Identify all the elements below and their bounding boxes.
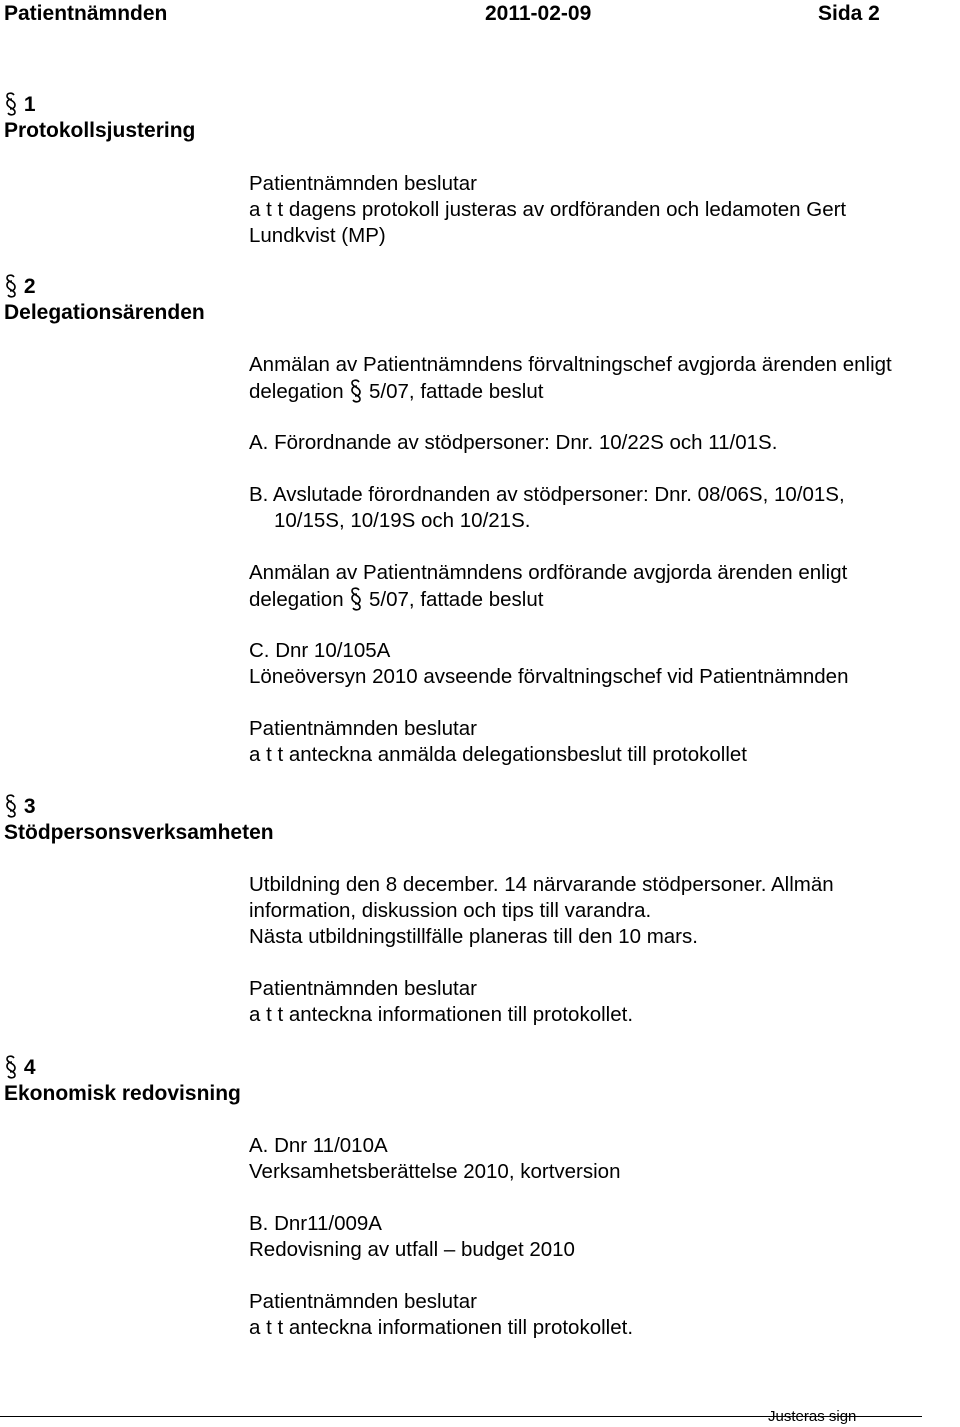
s3-decision-line2: a t t anteckna informationen till protokollet. — [249, 1003, 634, 1026]
header-page: Sida 2 — [818, 2, 880, 25]
s4-item-b-line2: Redovisning av utfall – budget 2010 — [249, 1238, 575, 1261]
s4-item-a-line2: Verksamhetsberättelse 2010, kortversion — [249, 1160, 621, 1183]
s4-item-b-line1: B. Dnr11/009A — [249, 1212, 382, 1235]
section-sign-icon — [349, 379, 363, 403]
section-sign-icon — [4, 274, 18, 298]
s1-line1: Patientnämnden beslutar — [249, 172, 477, 195]
section-2-number: 2 — [4, 274, 36, 299]
header-org: Patientnämnden — [4, 2, 168, 25]
s3-line1: Utbildning den 8 december. 14 närvarande stödpersoner. Allmän — [249, 873, 834, 896]
section-2-title: Delegationsärenden — [4, 301, 205, 324]
s2-item-b-line2: 10/15S, 10/19S och 10/21S. — [274, 509, 531, 532]
s2-decision-line2: a t t anteckna anmälda delegationsbeslut till protokollet — [249, 743, 748, 766]
s1-line2: a t t dagens protokoll justeras av ordföranden och ledamoten Gert — [249, 198, 847, 221]
s4-decision-line1: Patientnämnden beslutar — [249, 1290, 477, 1313]
section-1-title: Protokollsjustering — [4, 119, 196, 142]
s2-p2-line2: delegation 5/07, fattade beslut — [249, 588, 544, 611]
s3-decision-line1: Patientnämnden beslutar — [249, 977, 477, 1000]
footer-sign-label: Justeras sign — [768, 1408, 857, 1425]
section-sign-icon — [4, 92, 18, 116]
section-4-title: Ekonomisk redovisning — [4, 1082, 241, 1105]
s2-item-b-line1: B. Avslutade förordnanden av stödpersoner: Dnr. 08/06S, 10/01S, — [249, 483, 845, 506]
s3-line2: information, diskussion och tips till varandra. — [249, 899, 652, 922]
s4-item-a-line1: A. Dnr 11/010A — [249, 1134, 388, 1157]
s2-p2-line1: Anmälan av Patientnämndens ordförande avgjorda ärenden enligt — [249, 561, 848, 584]
section-4-number: 4 — [4, 1055, 36, 1080]
s2-item-c-line1: C. Dnr 10/105A — [249, 639, 391, 662]
s2-item-a: A. Förordnande av stödpersoner: Dnr. 10/22S och 11/01S. — [249, 431, 778, 454]
header-date: 2011-02-09 — [485, 2, 592, 25]
section-sign-icon — [349, 587, 363, 611]
section-3-number: 3 — [4, 794, 36, 819]
section-3-title: Stödpersonsverksamheten — [4, 821, 274, 844]
section-sign-icon — [4, 1055, 18, 1079]
s2-p1-line1: Anmälan av Patientnämndens förvaltningschef avgjorda ärenden enligt — [249, 353, 892, 376]
s3-line3: Nästa utbildningstillfälle planeras till den 10 mars. — [249, 925, 698, 948]
s4-decision-line2: a t t anteckna informationen till protokollet. — [249, 1316, 634, 1339]
s1-line3: Lundkvist (MP) — [249, 224, 386, 247]
section-sign-icon — [4, 794, 18, 818]
s2-item-c-line2: Löneöversyn 2010 avseende förvaltningschef vid Patientnämnden — [249, 665, 849, 688]
section-1-number: 1 — [4, 92, 36, 117]
s2-decision-line1: Patientnämnden beslutar — [249, 717, 477, 740]
s2-p1-line2: delegation 5/07, fattade beslut — [249, 380, 544, 403]
